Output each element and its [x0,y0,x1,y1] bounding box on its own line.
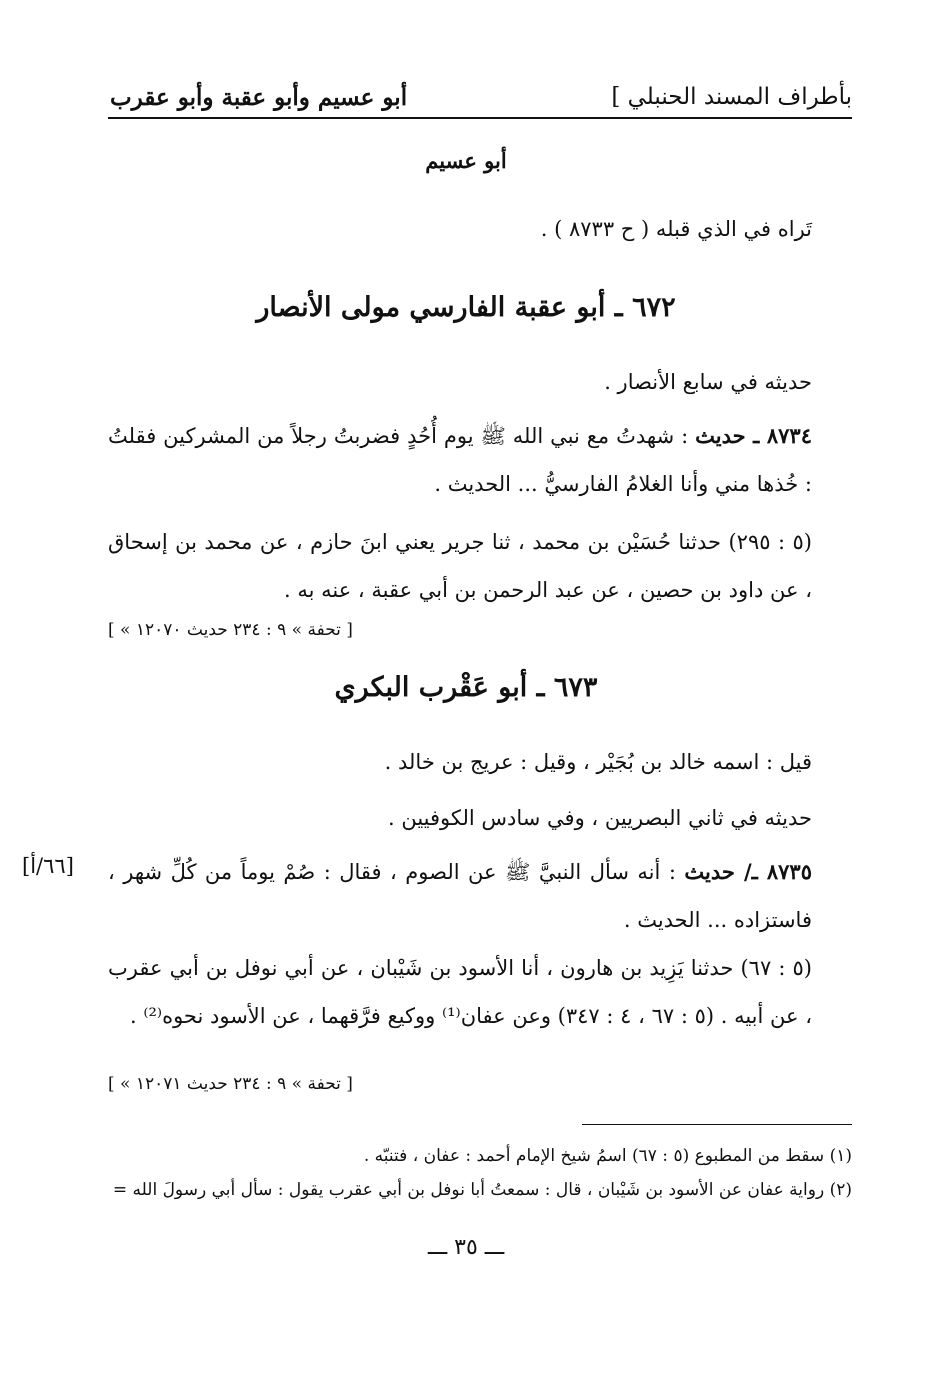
isnad-8734: (٥ : ٢٩٥) حدثنا حُسَيْن بن محمد ، ثنا جرير يعني ابنَ حازم ، عن محمد بن إسحاق ، عن داود بن حصين ، عن عبد الرحمن بن أبي عقبة ، عنه به . [108,530,812,602]
page-number: ـــ ٣٥ ـــ [427,1235,505,1260]
hadith-text: : شهدتُ مع نبي الله ﷺ يوم أُحُدٍ فضربتُ رجلاً من المشركين فقلتُ : خُذها مني وأنا الغلامُ الفارسيُّ ... الحديث . [108,424,812,496]
heading-673: ٦٧٣ ـ أبو عَقْرب البكري [334,672,598,703]
section-body-abu-asim: تَراه في الذي قبله ( ح ٨٧٣٣ ) . [540,217,812,241]
section-title-abu-asim: أبو عسيم [425,148,507,173]
name-line-673: قيل : اسمه خالد بن بُجَيْر ، وقيل : عريج بن خالد . [384,750,812,774]
margin-manuscript-ref: [٦٦/أ] [22,854,74,878]
footnote-1: (١) سقط من المطبوع (٥ : ٦٧) اسمُ شيخ الإمام أحمد : عفان ، فتنبّه . [363,1146,852,1166]
footnote-rule [582,1124,852,1125]
footnote-2: (٢) رواية عفان عن الأسود بن شَيْبان ، قال : سمعتُ أبا نوفل بن أبي عقرب يقول : سأل أبي رسولَ الله = [112,1180,852,1200]
hadith-number: ٨٧٣٤ ـ حديث [695,423,812,448]
intro-672: حديثه في سابع الأنصار . [604,370,812,394]
running-header-book-title: بأطراف المسند الحنبلي ] [611,84,852,110]
tuhfa-ref-8735: [ « تحفة » ٩ : ٢٣٤ حديث ١٢٠٧١ ] [108,1074,353,1094]
isnad-8735: (٥ : ٦٧) حدثنا يَزِيد بن هارون ، أنا الأسود بن شَيْبان ، عن أبي نوفل بن أبي عقرب ، عن أبيه . (٥ : ٦٧ ، ٤ : ٣٤٧) وعن عفان⁽¹⁾ ووكيع فرَّقهما ، عن الأسود نحوه⁽²⁾ . [108,956,812,1028]
header-rule [108,117,852,119]
heading-672: ٦٧٢ ـ أبو عقبة الفارسي مولى الأنصار [256,292,676,323]
tuhfa-ref-8734: [ « تحفة » ٩ : ٢٣٤ حديث ١٢٠٧٠ ] [108,620,353,640]
hadith-8735 [108,848,812,944]
running-header-chapter-title: أبو عسيم وأبو عقبة وأبو عقرب [110,84,408,111]
hadith-number: ٨٧٣٥ ـ/ حديث [684,859,812,884]
hadith-8734 [108,412,812,508]
hadith-text: : أنه سأل النبيَّ ﷺ عن الصوم ، فقال : صُمْ يوماً من كُلِّ شهر ، فاستزاده ... الحديث . [108,860,812,932]
intro-673: حديثه في ثاني البصريين ، وفي سادس الكوفيين . [387,806,812,830]
